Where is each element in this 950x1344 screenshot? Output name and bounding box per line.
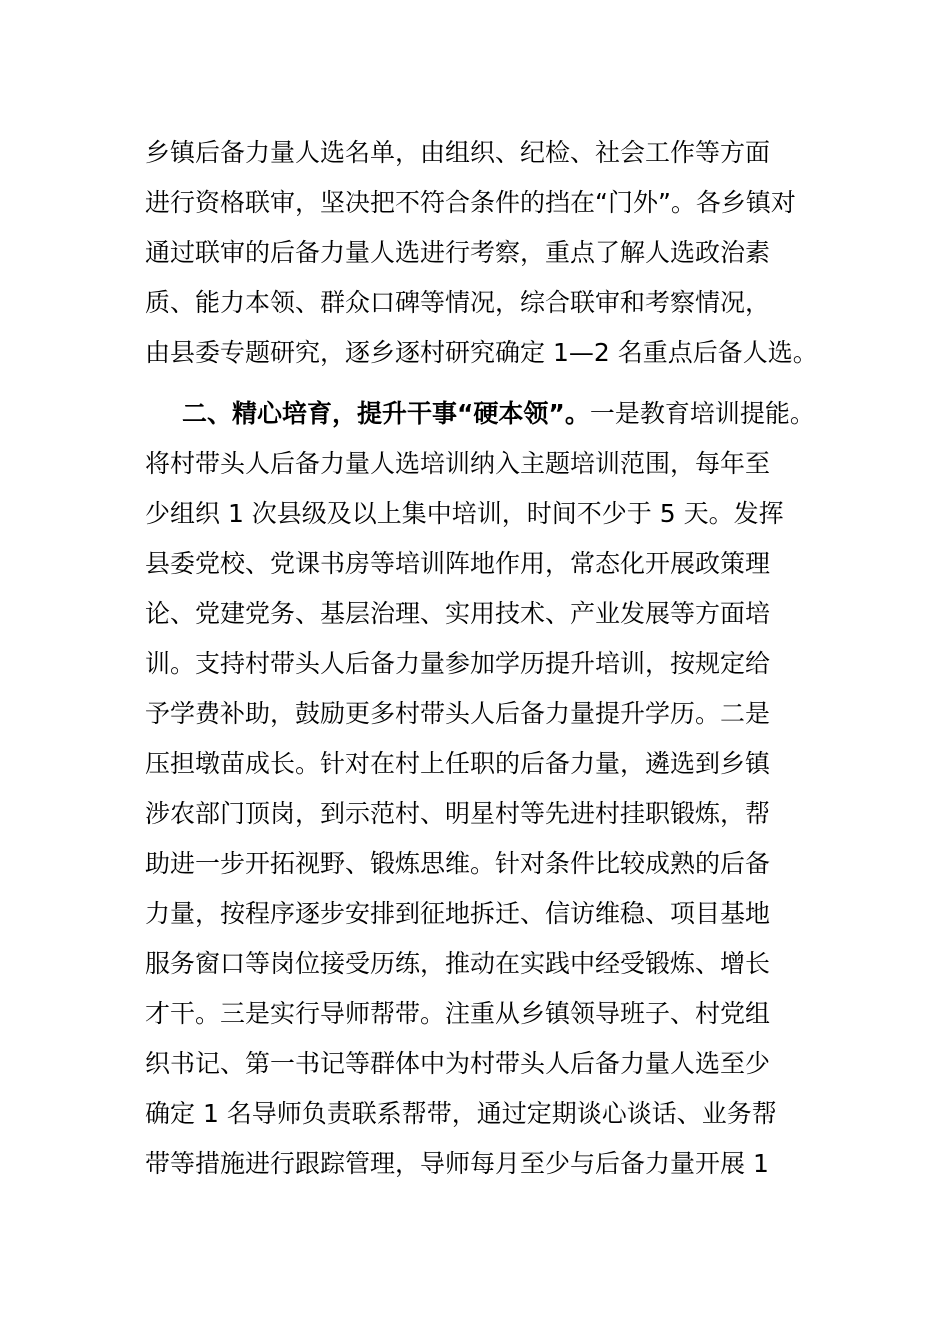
paragraph-line: 带等措施进行跟踪管理，导师每月至少与后备力量开展 1 [145, 1149, 769, 1178]
paragraph-line: 才干。三是实行导师帮带。注重从乡镇领导班子、村党组 [145, 999, 771, 1028]
paragraph-line: 乡镇后备力量人选名单，由组织、纪检、社会工作等方面 [145, 138, 771, 167]
paragraph-line: 助进一步开拓视野、锻炼思维。针对条件比较成熟的后备 [145, 849, 771, 878]
paragraph-line: 进行资格联审，坚决把不符合条件的挡在“门外”。各乡镇对 [145, 188, 796, 217]
paragraph-1 [145, 128, 835, 378]
paragraph-line: 县委党校、党课书房等培训阵地作用，常态化开展政策理 [145, 549, 771, 578]
paragraph-2 [145, 389, 835, 1189]
paragraph-line: 质、能力本领、群众口碑等情况，综合联审和考察情况， [145, 288, 771, 317]
first-line-text: 一是教育培训提能。 [589, 399, 815, 428]
paragraph-line: 涉农部门顶岗，到示范村、明星村等先进村挂职锻炼，帮 [145, 799, 771, 828]
paragraph-line: 通过联审的后备力量人选进行考察，重点了解人选政治素 [145, 238, 771, 267]
paragraph-line: 少组织 1 次县级及以上集中培训，时间不少于 5 天。发挥 [145, 499, 784, 528]
paragraph-line: 确定 1 名导师负责联系帮带，通过定期谈心谈话、业务帮 [145, 1099, 777, 1128]
paragraph-line: 论、党建党务、基层治理、实用技术、产业发展等方面培 [145, 599, 771, 628]
paragraph-line: 将村带头人后备力量人选培训纳入主题培训范围，每年至 [145, 449, 771, 478]
paragraph-line: 服务窗口等岗位接受历练，推动在实践中经受锻炼、增长 [145, 949, 771, 978]
paragraph-line: 由县委专题研究，逐乡逐村研究确定 1—2 名重点后备人选。 [145, 338, 818, 367]
paragraph-line: 训。支持村带头人后备力量参加学历提升培训，按规定给 [145, 649, 771, 678]
paragraph-line: 压担墩苗成长。针对在村上任职的后备力量，遴选到乡镇 [145, 749, 771, 778]
paragraph-line: 织书记、第一书记等群体中为村带头人后备力量人选至少 [145, 1049, 771, 1078]
paragraph-first-line [145, 389, 835, 439]
paragraph-line: 力量，按程序逐步安排到征地拆迁、信访维稳、项目基地 [145, 899, 771, 928]
section-heading: 二、精心培育，提升干事“硬本领”。 [182, 399, 590, 428]
paragraph-line: 予学费补助，鼓励更多村带头人后备力量提升学历。二是 [145, 699, 771, 728]
